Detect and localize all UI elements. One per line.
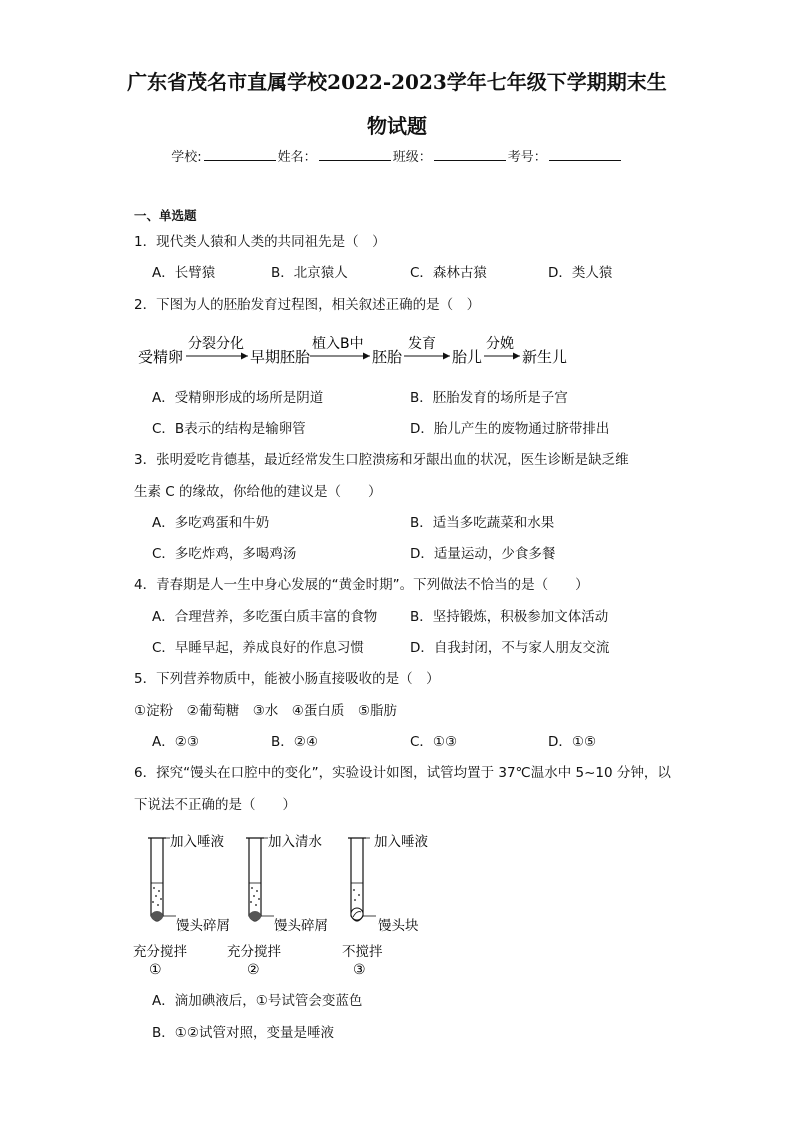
- q3-option-a[interactable]: A．多吃鸡蛋和牛奶: [152, 515, 270, 531]
- tube-1-bottom-label: 充分搅拌: [133, 944, 187, 960]
- exam-no-blank[interactable]: [549, 148, 621, 161]
- q3-option-d[interactable]: D．适量运动，少食多餐: [410, 546, 556, 562]
- tube-3-number: ③: [353, 962, 366, 978]
- flow-edge-3: 发育: [408, 336, 436, 352]
- flow-node-fetus: 胎儿: [452, 348, 483, 366]
- q5-items: ①淀粉 ②葡萄糖 ③水 ④蛋白质 ⑤脂肪: [134, 703, 398, 719]
- q5-option-c[interactable]: C．①③: [410, 734, 458, 750]
- tube-1-top-label: 加入唾液: [170, 834, 224, 850]
- q6-option-b[interactable]: B．①②试管对照，变量是唾液: [152, 1025, 334, 1041]
- q4-option-c[interactable]: C．早睡早起，养成良好的作息习惯: [152, 640, 364, 656]
- flow-node-newborn: 新生儿: [522, 348, 568, 366]
- q5-stem: 5．下列营养物质中，能被小肠直接吸收的是（ ）: [134, 671, 440, 687]
- q3-stem-line-1: 3．张明爱吃肯德基，最近经常发生口腔溃疡和牙龈出血的状况，医生诊断是缺乏维: [134, 452, 629, 468]
- tube-2-number: ②: [247, 962, 260, 978]
- q3-stem-line-2: 生素 C 的缘故，你给他的建议是（ ）: [134, 484, 382, 500]
- q2-option-a[interactable]: A．受精卵形成的场所是阴道: [152, 390, 324, 406]
- q4-option-d[interactable]: D．自我封闭，不与家人朋友交流: [410, 640, 610, 656]
- q1-stem: 1．现代类人猿和人类的共同祖先是（ ）: [134, 234, 386, 250]
- q2-option-b[interactable]: B．胚胎发育的场所是子宫: [410, 390, 568, 406]
- title-line-2: 物试题: [367, 114, 427, 138]
- tube-3-bottom-label: 不搅拌: [342, 944, 383, 960]
- q1-option-b[interactable]: B．北京猿人: [271, 265, 348, 281]
- q6-stem-line-2: 下说法不正确的是（ ）: [134, 797, 296, 813]
- class-label: 班级：: [392, 150, 432, 165]
- q4-option-a[interactable]: A．合理营养，多吃蛋白质丰富的食物: [152, 609, 378, 625]
- student-info-row: [0, 146, 794, 165]
- test-tube-experiment-figure: [130, 828, 450, 980]
- title-line-1: 广东省茂名市直属学校2022-2023学年七年级下学期期末生: [127, 70, 667, 94]
- flow-edge-4: 分娩: [486, 336, 514, 352]
- flow-node-embryo: 胚胎: [372, 348, 403, 366]
- test-tube-2: [246, 838, 274, 921]
- q1-option-d[interactable]: D．类人猿: [548, 265, 613, 281]
- q2-option-c[interactable]: C．B表示的结构是输卵管: [152, 421, 306, 437]
- name-blank[interactable]: [319, 148, 391, 161]
- flow-edge-2: 植入B中: [312, 336, 364, 352]
- tube-2-bottom-label: 充分搅拌: [227, 944, 281, 960]
- q5-option-a[interactable]: A．②③: [152, 734, 199, 750]
- tube-2-side-label: 馒头碎屑: [274, 918, 328, 934]
- tube-3-side-label: 馒头块: [378, 918, 419, 934]
- q2-stem: 2．下图为人的胚胎发育过程图，相关叙述正确的是（ ）: [134, 297, 481, 313]
- name-label: 姓名：: [277, 150, 317, 165]
- tube-1-number: ①: [149, 962, 162, 978]
- q5-option-b[interactable]: B．②④: [271, 734, 318, 750]
- flow-node-zygote: 受精卵: [138, 348, 184, 366]
- flow-node-early-embryo: 早期胚胎: [250, 348, 311, 366]
- tube-2-top-label: 加入清水: [268, 834, 322, 850]
- q3-option-c[interactable]: C．多吃炸鸡，多喝鸡汤: [152, 546, 297, 562]
- school-label: 学校:: [171, 150, 202, 165]
- q2-option-d[interactable]: D．胎儿产生的废物通过脐带排出: [410, 421, 610, 437]
- class-blank[interactable]: [434, 148, 506, 161]
- school-blank[interactable]: [204, 148, 276, 161]
- q5-option-d[interactable]: D．①⑤: [548, 734, 597, 750]
- q6-stem-line-1: 6．探究“馒头在口腔中的变化”，实验设计如图，试管均置于 37℃温水中 5~10 分钟，以: [134, 765, 671, 781]
- tube-1-side-label: 馒头碎屑: [176, 918, 230, 934]
- flow-edge-1: 分裂分化: [188, 336, 244, 352]
- tube-3-top-label: 加入唾液: [374, 834, 428, 850]
- q4-option-b[interactable]: B．坚持锻炼，积极参加文体活动: [410, 609, 609, 625]
- embryo-development-flow: [130, 328, 590, 374]
- test-tube-3: [348, 838, 376, 921]
- exam-no-label: 考号：: [507, 150, 547, 165]
- q3-option-b[interactable]: B．适当多吃蔬菜和水果: [410, 515, 555, 531]
- q1-option-c[interactable]: C．森林古猿: [410, 265, 487, 281]
- section-heading: 一、单选题: [134, 208, 197, 223]
- q6-option-a[interactable]: A．滴加碘液后，①号试管会变蓝色: [152, 993, 363, 1009]
- q1-option-a[interactable]: A．长臂猿: [152, 265, 216, 281]
- q4-stem: 4．青春期是人一生中身心发展的“黄金时期”。下列做法不恰当的是（ ）: [134, 577, 589, 593]
- test-tube-1: [148, 838, 176, 921]
